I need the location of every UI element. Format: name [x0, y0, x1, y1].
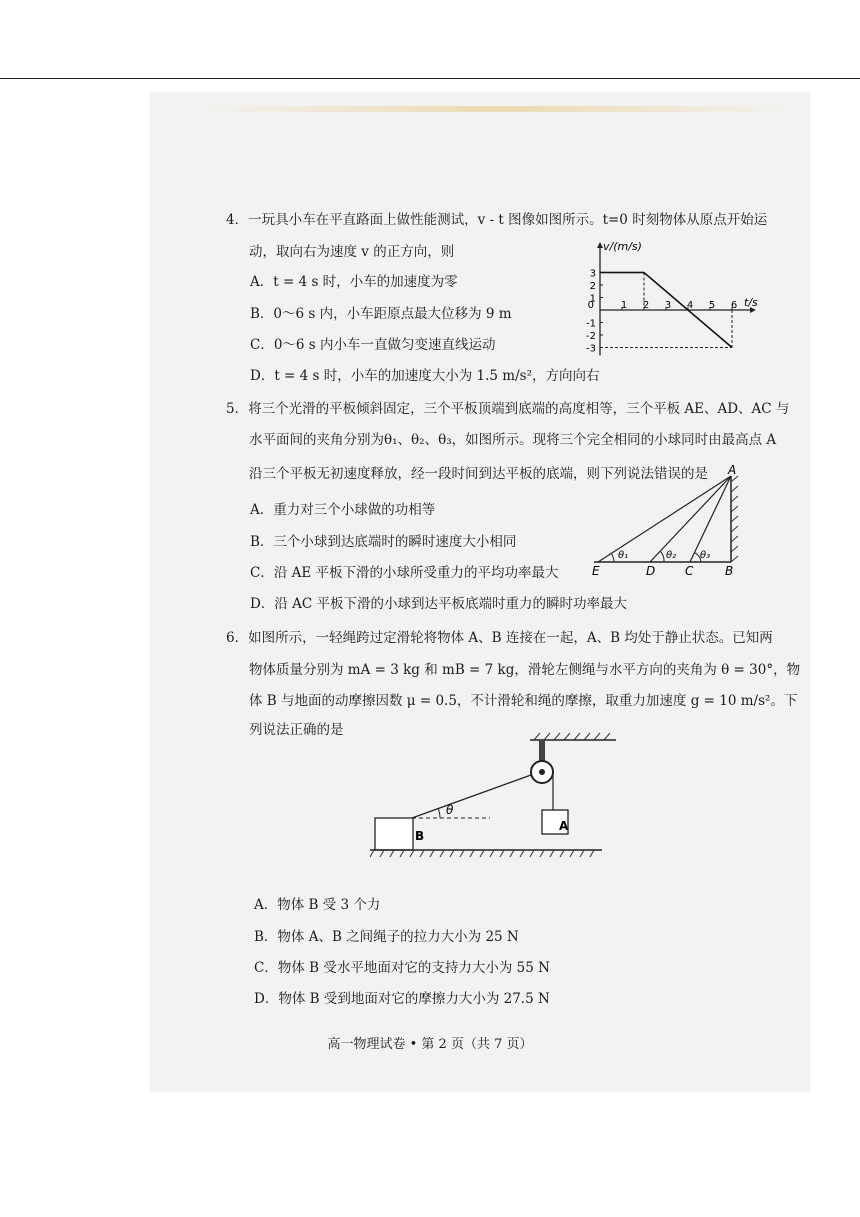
q5-stem-line2: 水平面间的夹角分别为θ₁、θ₂、θ₃，如图所示。现将三个完全相同的小球同时由最高点 A: [249, 432, 777, 448]
angle-theta-label: θ: [446, 803, 454, 817]
top-rule: [0, 78, 860, 79]
q5-option-d: D．沿 AC 平板下滑的小球到达平板底端时重力的瞬时功率最大: [250, 596, 627, 612]
q6-stem-line2: 物体质量分别为 mA = 3 kg 和 mB = 7 kg，滑轮左侧绳与水平方向的夹角为 θ = 30°，物: [249, 662, 801, 678]
q5-incline-figure: [580, 462, 750, 578]
q6-pulley-figure: [370, 732, 620, 872]
y-tick-label: -3: [586, 343, 596, 355]
point-label-a: A: [728, 463, 737, 477]
y-tick-label: -1: [586, 318, 596, 330]
vt-chart: [580, 236, 758, 386]
q5-stem-line3: 沿三个平板无初速度释放，经一段时间到达平板的底端，则下列说法错误的是: [249, 466, 708, 482]
x-tick-label: 0: [587, 300, 594, 311]
angle-label-theta1: θ₁: [618, 550, 629, 561]
y-tick-label: -2: [586, 331, 596, 342]
q4-stem-line2: 动，取向右为速度 v 的正方向，则: [249, 244, 455, 260]
q4-option-c: C．0～6 s 内小车一直做匀变速直线运动: [250, 337, 496, 353]
q6-stem-line4: 列说法正确的是: [249, 722, 344, 738]
block-b: [375, 818, 413, 850]
block-a-label: A: [559, 819, 569, 833]
point-label-d: D: [646, 564, 656, 578]
q4-option-a: A．t = 4 s 时，小车的加速度为零: [250, 274, 458, 290]
q6-option-a: A．物体 B 受 3 个力: [254, 897, 381, 913]
point-label-b: B: [725, 564, 734, 578]
x-tick-label: 4: [686, 300, 694, 311]
x-tick-label: 6: [730, 300, 738, 311]
q6-option-c: C．物体 B 受水平地面对它的支持力大小为 55 N: [254, 960, 550, 976]
sheet-edge-strip: [205, 106, 790, 112]
block-b-label: B: [415, 829, 425, 843]
point-label-e: E: [592, 564, 600, 578]
q4-option-d: D．t = 4 s 时，小车的加速度大小为 1.5 m/s²，方向向右: [250, 368, 600, 384]
q5-option-a: A．重力对三个小球做的功相等: [250, 502, 436, 518]
angle-label-theta2: θ₂: [666, 550, 677, 561]
q5-option-c: C．沿 AE 平板下滑的小球所受重力的平均功率最大: [250, 565, 559, 581]
x-tick-label: 3: [664, 300, 672, 311]
q5-option-b: B．三个小球到达底端时的瞬时速度大小相同: [250, 534, 517, 550]
y-tick-label: 1: [589, 293, 596, 305]
q5-stem-line1: 5．将三个光滑的平板倾斜固定，三个平板顶端到底端的高度相等，三个平板 AE、AD、AC 与: [226, 401, 790, 417]
x-tick-label: 5: [708, 300, 716, 311]
plank-ad: [650, 476, 731, 562]
y-tick-label: 2: [589, 281, 596, 292]
x-tick-label: 1: [620, 300, 628, 311]
q6-stem-line3: 体 B 与地面的动摩擦因数 μ = 0.5，不计滑轮和绳的摩擦，取重力加速度 g = 10 m/s²。下: [249, 693, 798, 709]
q4-stem-line1: 4．一玩具小车在平直路面上做性能测试，v - t 图像如图所示。t=0 时刻物体从原点开始运: [226, 212, 768, 228]
q4-option-b: B．0～6 s 内，小车距原点最大位移为 9 m: [250, 306, 512, 322]
q6-option-d: D．物体 B 受到地面对它的摩擦力大小为 27.5 N: [254, 991, 550, 1007]
y-tick-label: 3: [589, 268, 596, 280]
x-tick-label: 2: [642, 300, 650, 311]
angle-label-theta3: θ₃: [700, 550, 711, 561]
page-footer: 高一物理试卷 • 第 2 页（共 7 页）: [327, 1037, 533, 1052]
point-label-c: C: [685, 564, 694, 578]
x-axis-label: t/s: [744, 296, 758, 309]
q6-option-b: B．物体 A、B 之间绳子的拉力大小为 25 N: [254, 929, 519, 945]
y-axis-label: v/(m/s): [603, 240, 642, 253]
q6-stem-line1: 6．如图所示，一轻绳跨过定滑轮将物体 A、B 连接在一起，A、B 均处于静止状态。已知两: [226, 630, 773, 646]
